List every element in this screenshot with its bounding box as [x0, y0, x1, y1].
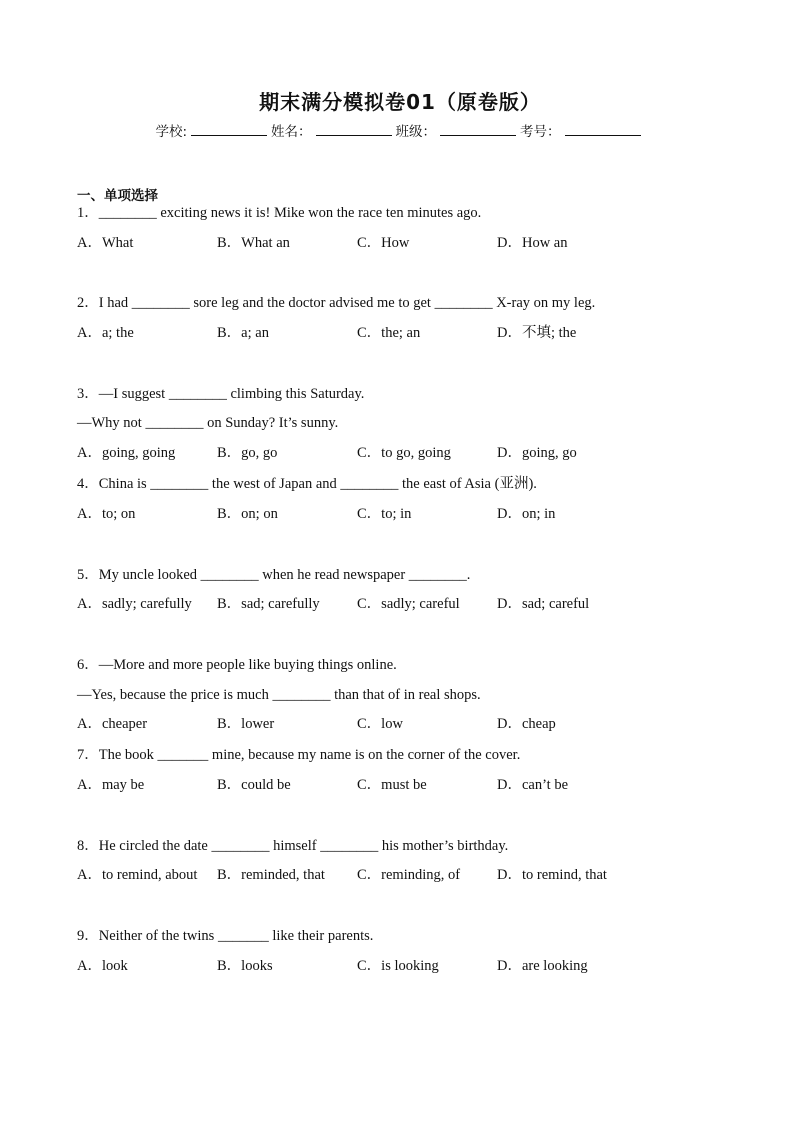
- question-item: [77, 203, 757, 293]
- question-stem: 5．My uncle looked ________ when he read newspaper ________.: [77, 566, 471, 583]
- answer-option: C．low: [357, 716, 403, 733]
- answer-options: [77, 504, 757, 524]
- question-stem: 2．I had ________ sore leg and the doctor advised me to get ________ X-ray on my leg.: [77, 295, 596, 312]
- answer-option: B．on; on: [217, 505, 278, 522]
- answer-option: C．to; in: [357, 505, 412, 522]
- answer-option: B．could be: [217, 776, 291, 793]
- answer-option: D．are looking: [497, 957, 588, 974]
- question-stem: 3．—I suggest ________ climbing this Saturday.: [77, 385, 365, 402]
- answer-option: D．How an: [497, 234, 568, 251]
- question-item: [77, 384, 757, 474]
- page-title: 期末满分模拟卷01（原卷版）: [259, 90, 541, 114]
- question-stem: —Why not ________ on Sunday? It’s sunny.: [77, 415, 339, 432]
- answer-option: A．to remind, about: [77, 867, 198, 884]
- class-label: 班级：: [395, 124, 437, 140]
- answer-option: D．going, go: [497, 444, 577, 461]
- answer-option: A．sadly; carefully: [77, 596, 192, 613]
- answer-option: B．sad; carefully: [217, 596, 320, 613]
- student-info-line: [0, 120, 800, 140]
- question-item: [77, 293, 757, 383]
- answer-option: A．going, going: [77, 444, 176, 461]
- answer-option: C．is looking: [357, 957, 439, 974]
- answer-option: B．reminded, that: [217, 867, 325, 884]
- exam-no-blank: [565, 123, 641, 136]
- question-stem: 7．The book _______ mine, because my name is on the corner of the cover.: [77, 747, 521, 764]
- answer-option: D．sad; careful: [497, 596, 590, 613]
- answer-option: B．What an: [217, 234, 290, 251]
- answer-options: [77, 956, 757, 976]
- name-label: 姓名：: [271, 124, 312, 140]
- answer-option: C．to go, going: [357, 444, 451, 461]
- answer-option: A．a; the: [77, 324, 134, 341]
- question-stem: 8．He circled the date ________ himself ________ his mother’s birthday.: [77, 837, 509, 854]
- question-item: [77, 474, 757, 564]
- answer-option: A．may be: [77, 776, 145, 793]
- answer-option: C．the; an: [357, 324, 421, 341]
- question-stem: 1．________ exciting news it is! Mike won the race ten minutes ago.: [77, 205, 482, 221]
- question-item: [77, 926, 757, 1016]
- answer-options: [77, 233, 757, 253]
- answer-option: C．How: [357, 234, 410, 251]
- class-blank: [440, 123, 516, 136]
- answer-option: B．a; an: [217, 324, 269, 341]
- answer-options: [77, 714, 757, 734]
- answer-option: D．can’t be: [497, 776, 568, 793]
- answer-option: D．cheap: [497, 716, 556, 733]
- answer-option: B．looks: [217, 957, 273, 974]
- answer-option: B．go, go: [217, 444, 278, 461]
- answer-options: [77, 865, 757, 885]
- answer-option: A．look: [77, 957, 128, 974]
- answer-option: A．to; on: [77, 505, 136, 522]
- answer-option: D．to remind, that: [497, 867, 607, 884]
- answer-option: A．cheaper: [77, 716, 148, 733]
- answer-options: [77, 443, 757, 463]
- answer-option: A．What: [77, 234, 134, 251]
- question-stem: 6．—More and more people like buying things online.: [77, 656, 397, 673]
- answer-options: [77, 594, 757, 614]
- answer-option: C．must be: [357, 776, 427, 793]
- question-list: [77, 203, 757, 1017]
- name-blank: [316, 123, 392, 136]
- answer-option: D．on; in: [497, 505, 556, 522]
- answer-options: [77, 323, 757, 343]
- answer-option: C．sadly; careful: [357, 596, 460, 613]
- question-stem: 4．China is ________ the west of Japan and ________ the east of Asia (亚洲).: [77, 476, 537, 493]
- answer-options: [77, 775, 757, 795]
- answer-option: D．不填; the: [497, 324, 577, 341]
- answer-option: C．reminding, of: [357, 867, 461, 884]
- question-item: [77, 745, 757, 835]
- question-stem: —Yes, because the price is much ________ than that of in real shops.: [77, 686, 481, 703]
- exam-no-label: 考号：: [520, 124, 561, 140]
- section-heading: 一、单项选择: [77, 188, 158, 204]
- question-item: [77, 565, 757, 655]
- question-stem: 9．Neither of the twins _______ like their parents.: [77, 928, 374, 945]
- school-label: 学校:: [155, 124, 188, 140]
- question-item: [77, 836, 757, 926]
- school-blank: [191, 123, 267, 136]
- answer-option: B．lower: [217, 716, 275, 733]
- question-item: [77, 655, 757, 745]
